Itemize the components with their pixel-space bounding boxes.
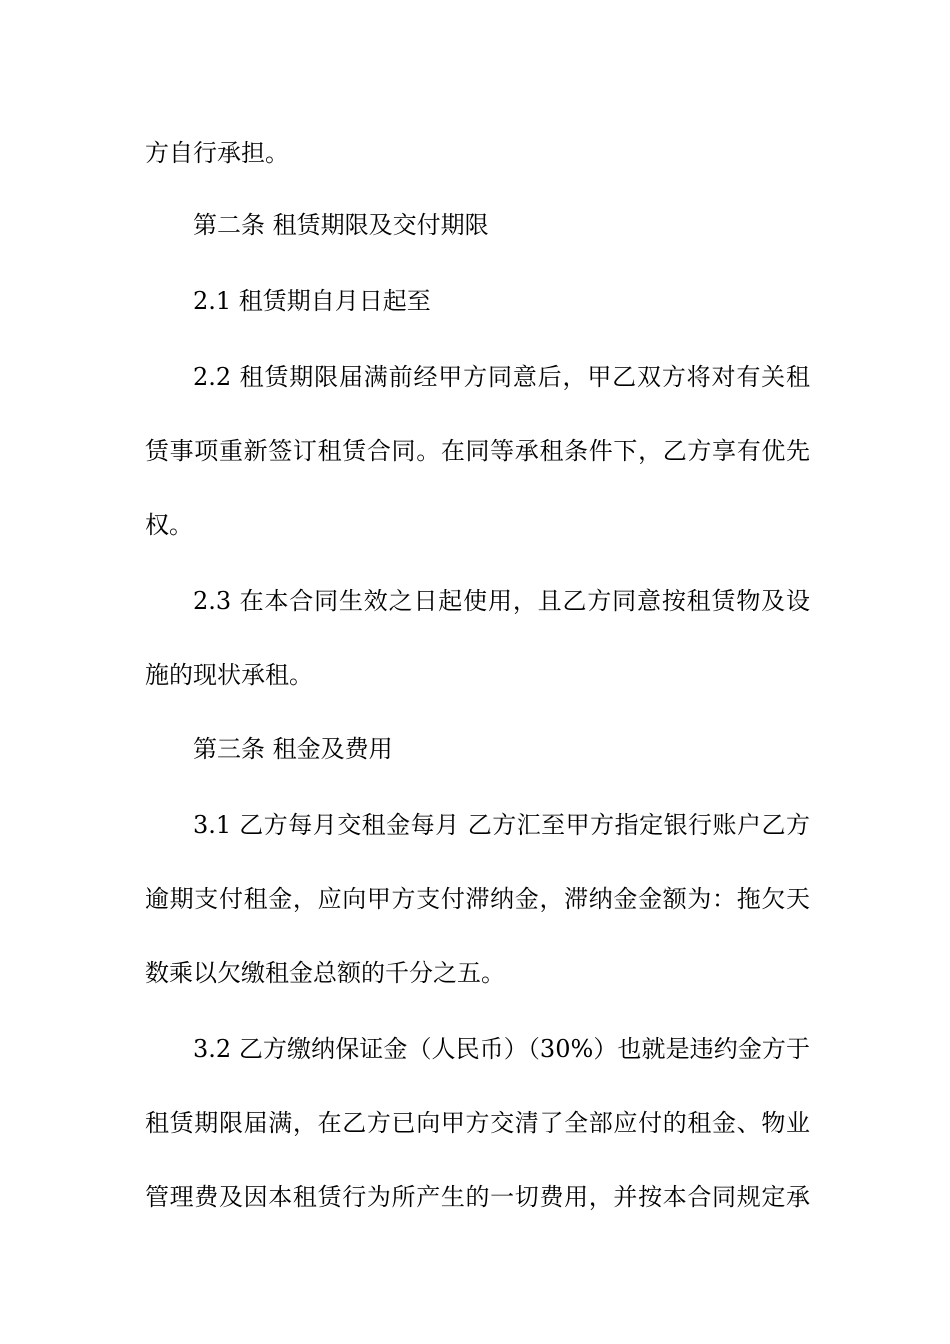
- paragraph-line: 权。: [145, 511, 193, 539]
- section-heading: 第三条 租金及费用: [193, 735, 393, 763]
- paragraph-line: 管理费及因本租赁行为所产生的一切费用，并按本合同规定承: [145, 1183, 810, 1211]
- paragraph-line: 租赁期限届满，在乙方已向甲方交清了全部应付的租金、物业: [145, 1109, 810, 1137]
- paragraph-line: 逾期支付租金，应向甲方支付滞纳金，滞纳金金额为：拖欠天: [145, 885, 810, 913]
- clause-line: 3.1 乙方每月交租金每月 乙方汇至甲方指定银行账户乙方: [193, 811, 810, 839]
- clause-line: 2.3 在本合同生效之日起使用，且乙方同意按租赁物及设: [193, 587, 810, 615]
- paragraph-line: 赁事项重新签订租赁合同。在同等承租条件下，乙方享有优先: [145, 437, 810, 465]
- clause-line: 2.1 租赁期自月日起至: [193, 287, 431, 315]
- paragraph-line: 施的现状承租。: [145, 661, 313, 689]
- clause-line: 3.2 乙方缴纳保证金（人民币）（30%）也就是违约金方于: [193, 1035, 810, 1063]
- section-heading: 第二条 租赁期限及交付期限: [193, 211, 489, 239]
- paragraph-line: 方自行承担。: [145, 139, 289, 167]
- paragraph-line: 数乘以欠缴租金总额的千分之五。: [145, 959, 505, 987]
- clause-line: 2.2 租赁期限届满前经甲方同意后，甲乙双方将对有关租: [193, 363, 810, 391]
